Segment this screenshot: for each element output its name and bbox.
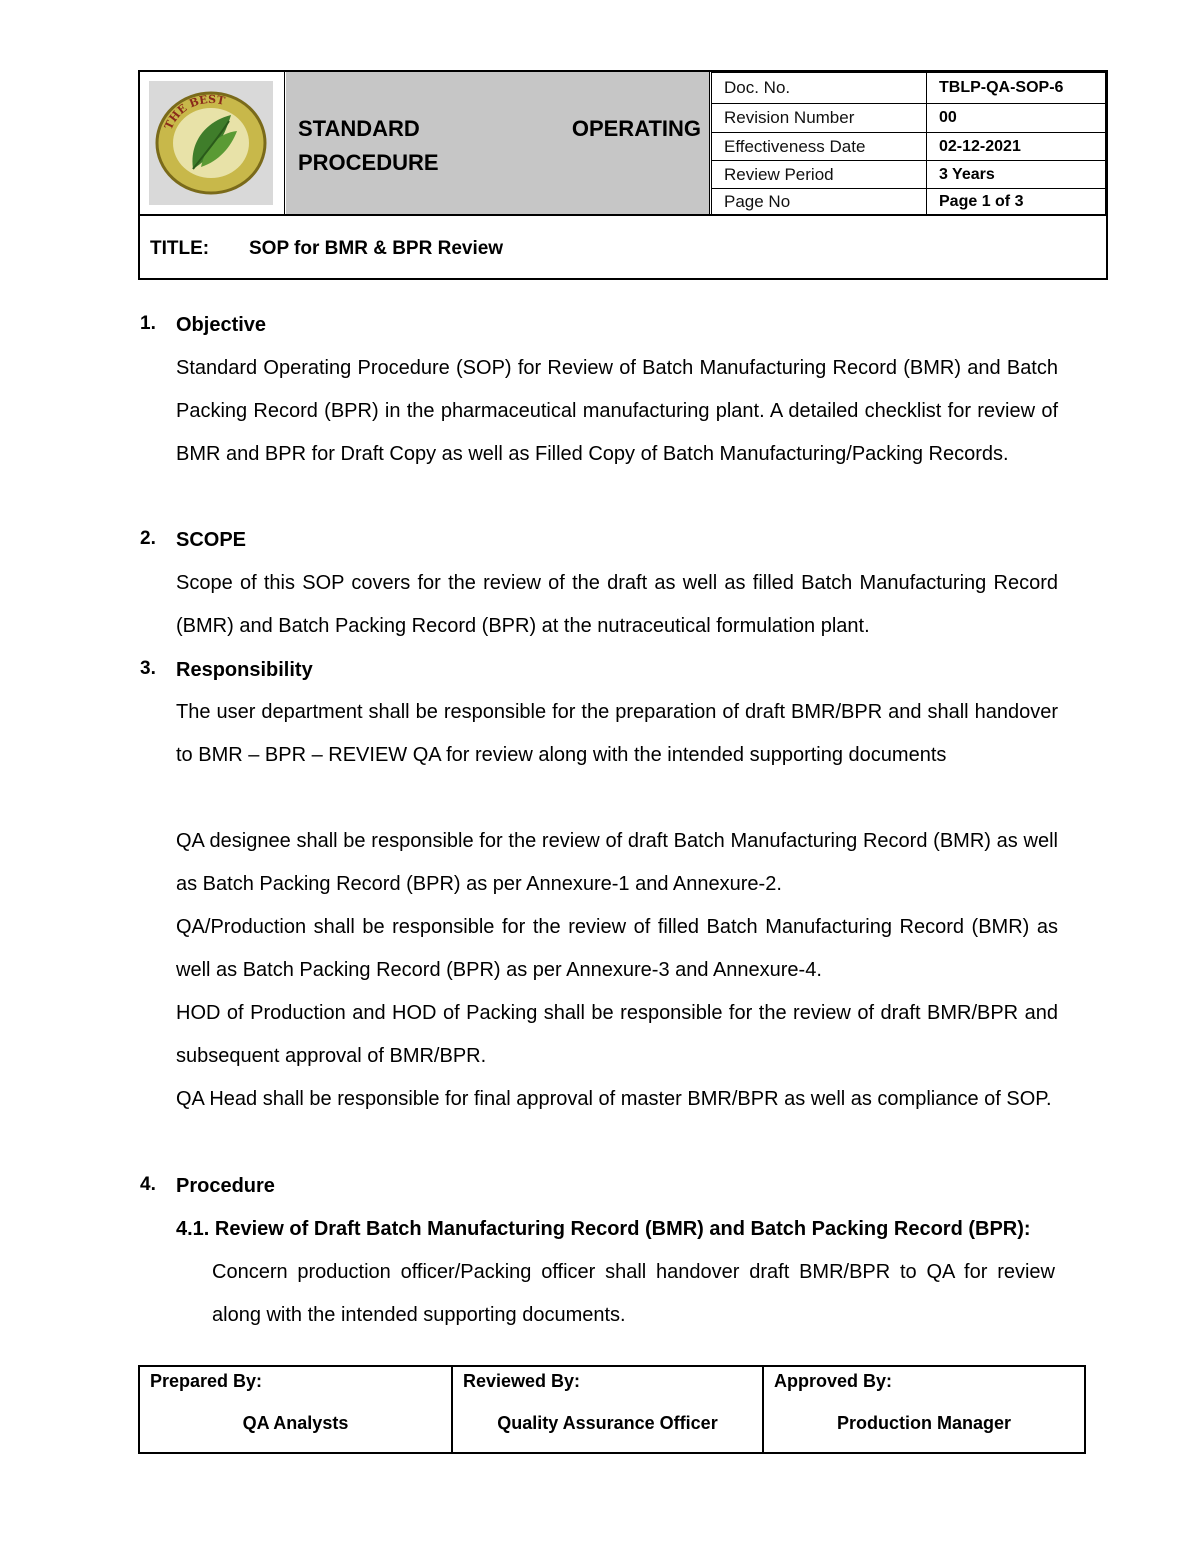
meta-row <box>712 73 1106 104</box>
doc-type-cell <box>286 72 710 214</box>
header-divider <box>140 214 1106 216</box>
meta-value: 3 Years <box>927 161 1106 189</box>
meta-row <box>712 161 1106 189</box>
section-paragraph: QA designee shall be responsible for the review of draft Batch Manufacturing Record (BMR) as well as Batch Packing Record (BPR) as per Annexure-1 and Annexure-2. <box>176 830 1058 895</box>
svg-text:THE BEST: THE BEST <box>161 92 227 132</box>
meta-row <box>712 104 1106 133</box>
section-heading: Procedure <box>176 1175 275 1197</box>
section-number: 3. <box>140 658 156 679</box>
meta-value: TBLP-QA-SOP-6 <box>927 73 1106 104</box>
section-heading: SCOPE <box>176 529 247 551</box>
meta-value: 00 <box>927 104 1106 133</box>
logo-cell <box>140 72 285 214</box>
meta-label: Revision Number <box>712 104 927 133</box>
doc-type-word-3: PROCEDURE <box>298 150 439 175</box>
meta-label: Effectiveness Date <box>712 133 927 161</box>
prepared-label: Prepared By: <box>150 1371 263 1391</box>
reviewed-label: Reviewed By: <box>463 1371 581 1391</box>
section-paragraph: The user department shall be responsible for the preparation of draft BMR/BPR and shall handover to BMR – BPR – REVIEW QA for review along with the intended supporting documents <box>176 701 1058 766</box>
doc-title: SOP for BMR & BPR Review <box>249 238 504 259</box>
section-text: Standard Operating Procedure (SOP) for Review of Batch Manufacturing Record (BMR) and Batch Packing Record (BPR) in the pharmaceutical manufacturing plant. A detailed checklist for review of BMR and BPR for Draft Copy as well as Filled Copy of Batch Manufacturing/Packing Records. <box>176 357 1058 465</box>
approved-cell <box>763 1366 1085 1453</box>
meta-label: Page No <box>712 189 927 215</box>
meta-table <box>711 72 1106 215</box>
subsection-heading: 4.1. Review of Draft Batch Manufacturing Record (BMR) and Batch Packing Record (BPR): <box>176 1218 1031 1240</box>
reviewed-name: Quality Assurance Officer <box>497 1413 718 1433</box>
meta-label: Doc. No. <box>712 73 927 104</box>
section-heading: Objective <box>176 314 267 336</box>
section-paragraph: HOD of Production and HOD of Packing shall be responsible for the review of draft BMR/BPR and subsequent approval of BMR/BPR. <box>176 1002 1058 1067</box>
company-logo <box>149 81 273 205</box>
section-text: Concern production officer/Packing officer shall handover draft BMR/BPR to QA for review along with the intended supporting documents. <box>212 1261 1055 1326</box>
approved-name: Production Manager <box>836 1413 1011 1433</box>
doc-title-row <box>150 238 503 260</box>
meta-row <box>712 189 1106 215</box>
section-paragraph: QA/Production shall be responsible for the review of filled Batch Manufacturing Record (BMR) as well as Batch Packing Record (BPR) as per Annexure-3 and Annexure-4. <box>176 916 1058 981</box>
prepared-cell <box>139 1366 452 1453</box>
doc-type-word-2: OPERATING <box>571 116 701 141</box>
meta-value: 02-12-2021 <box>927 133 1106 161</box>
approved-label: Approved By: <box>774 1371 893 1391</box>
reviewed-cell <box>452 1366 763 1453</box>
section-heading: Responsibility <box>176 659 313 681</box>
prepared-name: QA Analysts <box>242 1413 349 1433</box>
section-number: 4. <box>140 1174 156 1195</box>
section-number: 2. <box>140 528 156 549</box>
title-label: TITLE: <box>150 238 210 259</box>
signature-table <box>138 1365 1086 1454</box>
meta-row <box>712 133 1106 161</box>
section-text: Scope of this SOP covers for the review of the draft as well as filled Batch Manufacturing Record (BMR) and Batch Packing Record (BPR) at the nutraceutical formulation plant. <box>176 572 1058 637</box>
meta-value: Page 1 of 3 <box>927 189 1106 215</box>
section-number: 1. <box>140 313 156 334</box>
signature-row <box>139 1366 1085 1453</box>
section-paragraph: QA Head shall be responsible for final approval of master BMR/BPR as well as compliance of SOP. <box>176 1088 1052 1110</box>
meta-label: Review Period <box>712 161 927 189</box>
doc-type-word-1: STANDARD <box>298 116 420 141</box>
